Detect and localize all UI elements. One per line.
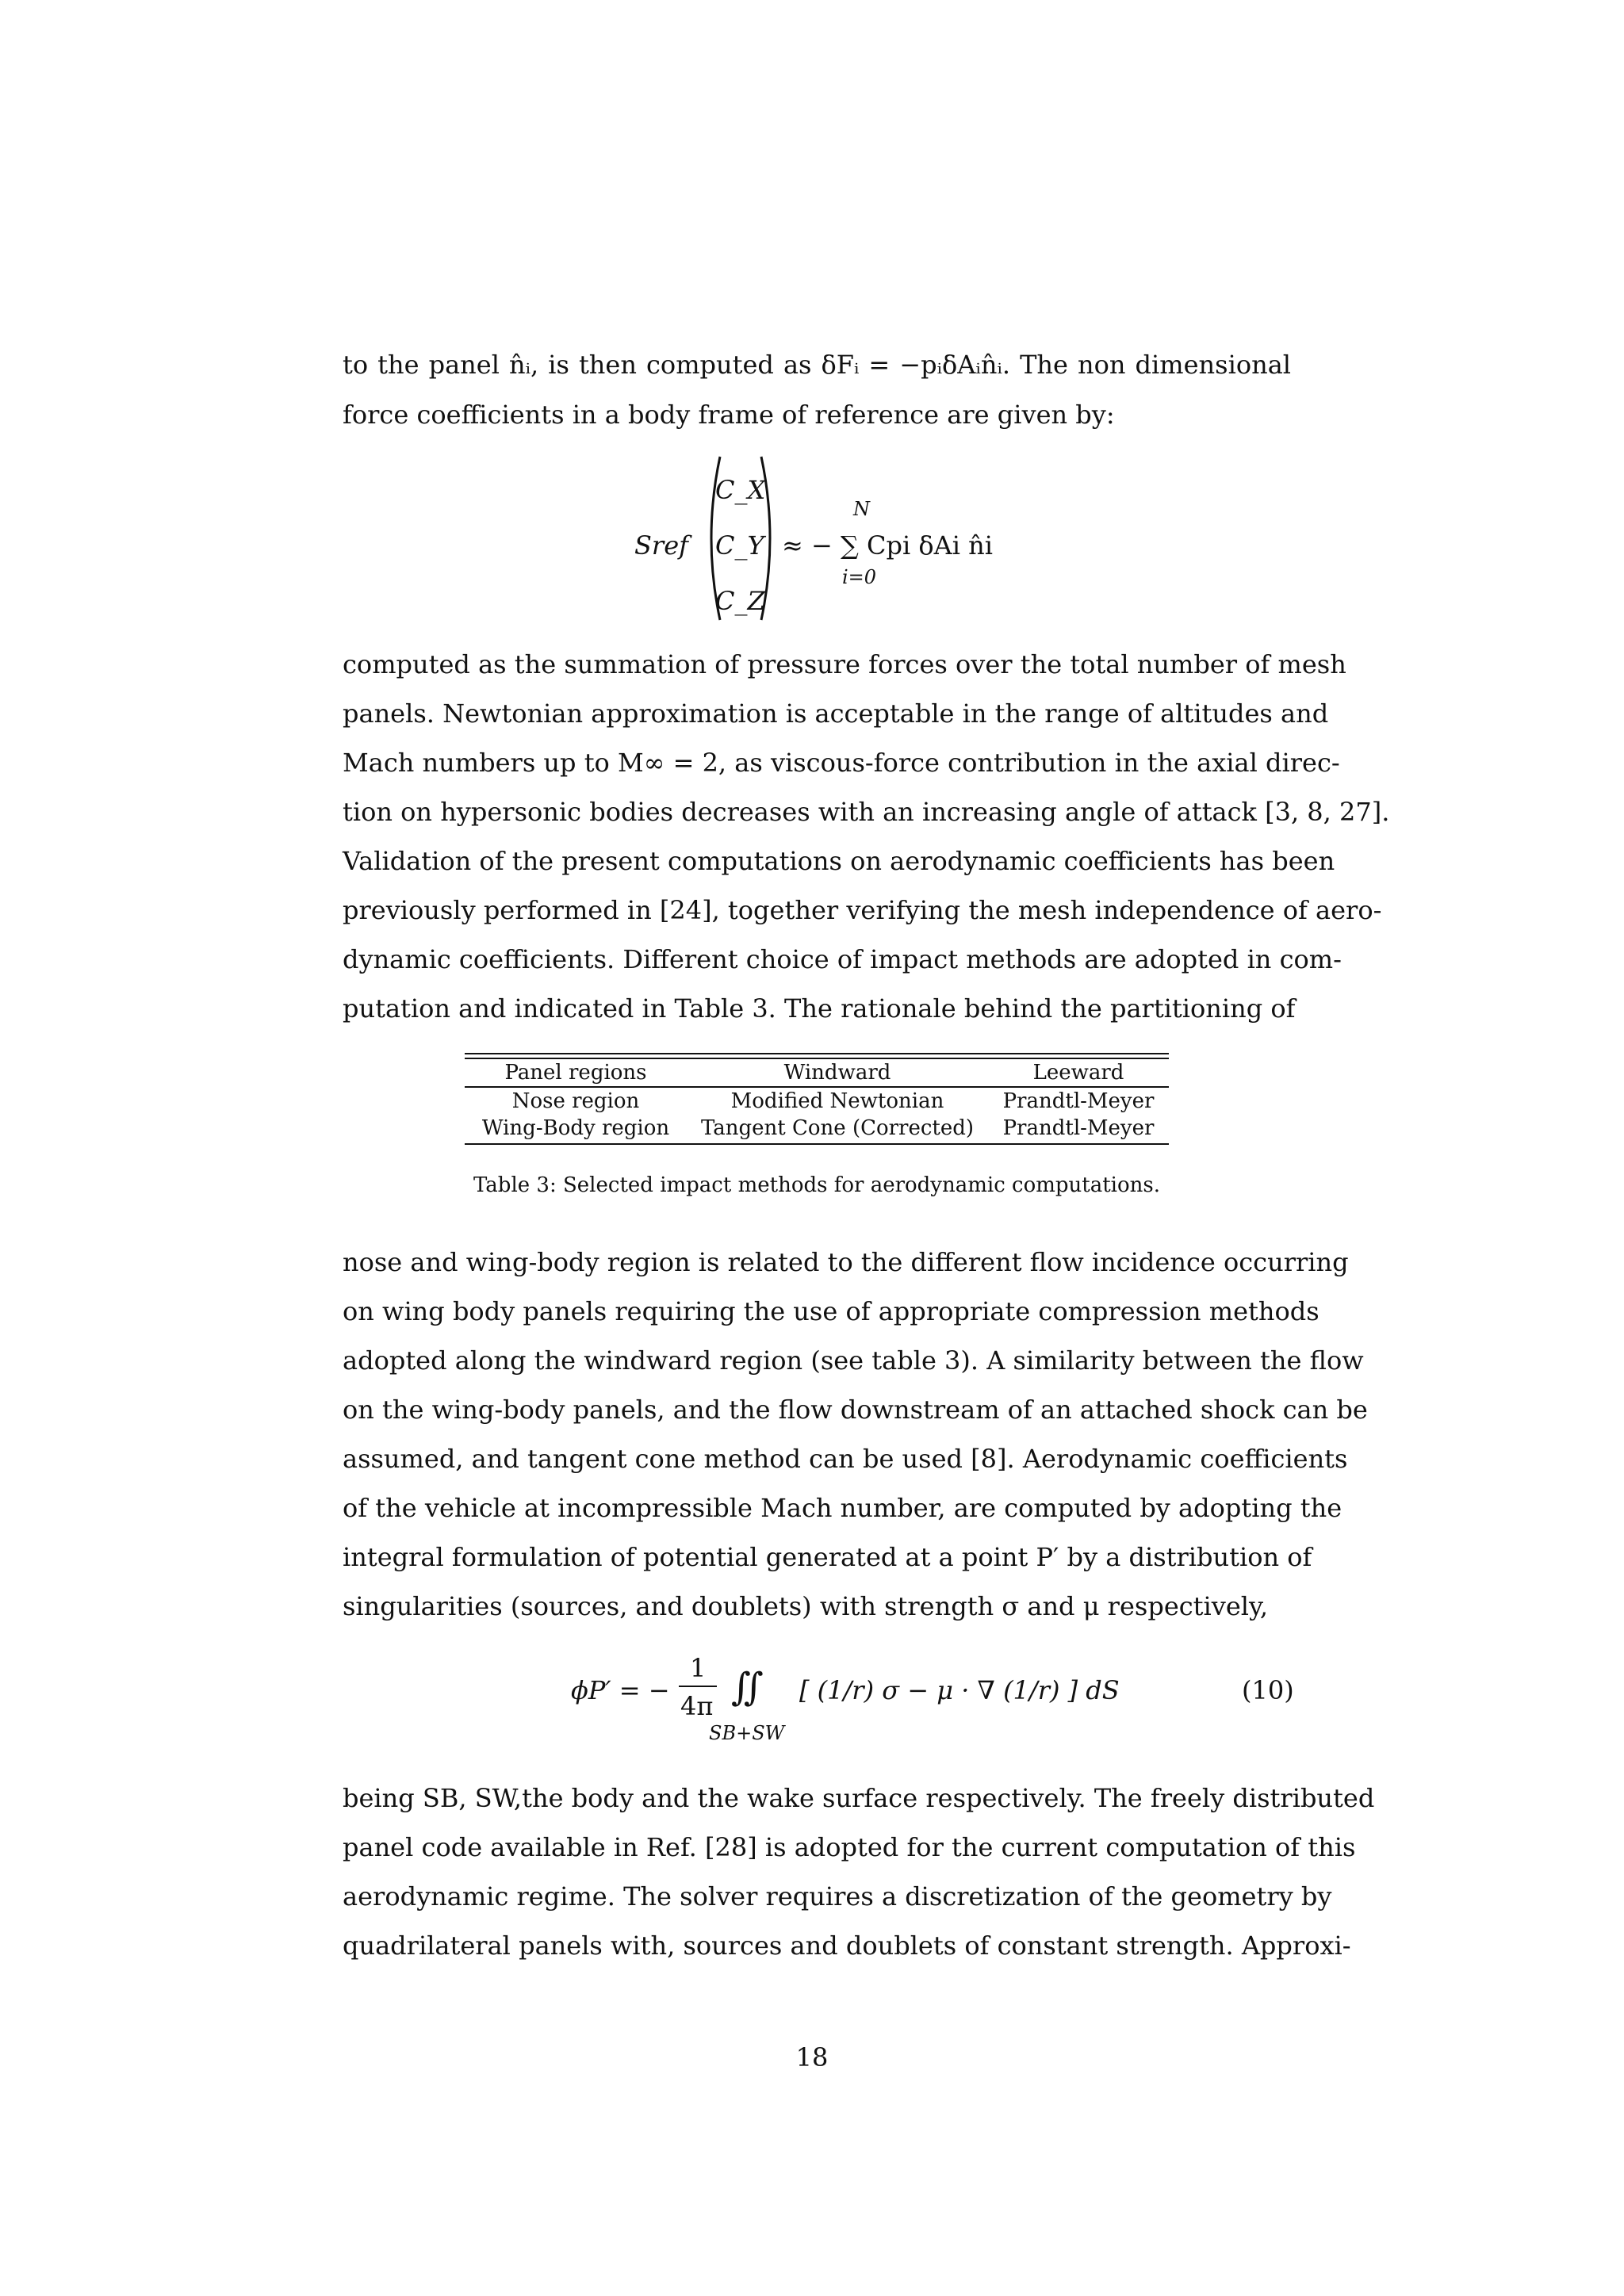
paragraph-line: computed as the summation of pressure forces over the total number of mesh: [343, 649, 1346, 679]
eq10-frac-num: 1: [690, 1653, 707, 1683]
paragraph-line: of the vehicle at incompressible Mach number, are computed by adopting the: [343, 1493, 1342, 1523]
eq1-vector-cy: C_Y: [715, 530, 764, 561]
paragraph-line: on the wing-body panels, and the flow downstream of an attached shock can be: [343, 1395, 1368, 1425]
paragraph-line: assumed, and tangent cone method can be used [8]. Aerodynamic coefficients: [343, 1444, 1348, 1474]
eq1-sum-upper: N: [853, 498, 870, 520]
paragraph-line: being SB, SW,the body and the wake surface respectively. The freely distributed: [343, 1783, 1375, 1813]
table-cell: Prandtl-Meyer: [1002, 1116, 1155, 1140]
paragraph-line: putation and indicated in Table 3. The rationale behind the partitioning of: [343, 993, 1296, 1024]
eq1-vector-cx: C_X: [715, 475, 766, 505]
table-header-cell: Panel regions: [504, 1061, 647, 1085]
eq10-integral-sub: SB+SW: [709, 1722, 785, 1744]
paragraph-line: previously performed in [24], together verifying the mesh independence of aero-: [343, 895, 1382, 925]
table-cell: Nose region: [511, 1089, 640, 1113]
eq1-sum-lower: i=0: [842, 566, 877, 588]
paragraph-line: dynamic coefficients. Different choice of impact methods are adopted in com-: [343, 944, 1342, 974]
eq10-frac-den: 4π: [680, 1691, 714, 1721]
eq1-lhs: Sref: [634, 530, 688, 561]
paragraph-line: singularities (sources, and doublets) with strength σ and μ respectively,: [343, 1591, 1269, 1621]
paragraph-line: nose and wing-body region is related to the different flow incidence occurring: [343, 1247, 1349, 1277]
table-cell: Wing-Body region: [481, 1116, 670, 1140]
table-cell: Modified Newtonian: [730, 1089, 944, 1113]
paragraph-line: aerodynamic regime. The solver requires a discretization of the geometry by: [343, 1881, 1332, 1911]
eq10-body: [ (1/r) σ − μ · ∇ (1/r) ] dS: [799, 1675, 1120, 1705]
table-cell: Tangent Cone (Corrected): [700, 1116, 975, 1140]
eq10-frac-bar: [679, 1686, 717, 1687]
paragraph-line: tion on hypersonic bodies decreases with an increasing angle of attack [3, 8, 27].: [343, 797, 1390, 827]
table-cell: Prandtl-Meyer: [1002, 1089, 1155, 1113]
eq1-rhs: ≈ − ∑ Cpi δAi n̂i: [782, 530, 993, 561]
table-header-cell: Windward: [783, 1061, 891, 1085]
paragraph-line: panels. Newtonian approximation is acceptable in the range of altitudes and: [343, 698, 1329, 729]
paragraph-line: integral formulation of potential generated at a point P′ by a distribution of: [343, 1542, 1312, 1572]
paragraph-line: force coefficients in a body frame of reference are given by:: [343, 400, 1115, 430]
paragraph-line: on wing body panels requiring the use of appropriate compression methods: [343, 1296, 1320, 1326]
paragraph-line: Mach numbers up to M∞ = 2, as viscous-force contribution in the axial direc-: [343, 748, 1340, 778]
paragraph-line: to the panel n̂ᵢ, is then computed as δFᵢ = −pᵢδAᵢn̂ᵢ. The non dimensional: [343, 350, 1291, 380]
eq10-lhs: ϕP′ = −: [571, 1675, 670, 1705]
page-number: 18: [795, 2042, 829, 2072]
table-caption: Table 3: Selected impact methods for aerodynamic computations.: [473, 1173, 1161, 1197]
table-header-cell: Leeward: [1032, 1061, 1124, 1085]
paragraph-line: Validation of the present computations on aerodynamic coefficients has been: [343, 846, 1335, 876]
paragraph-line: adopted along the windward region (see table 3). A similarity between the flow: [343, 1345, 1364, 1376]
eq10-integral: ∬: [731, 1665, 764, 1709]
paragraph-line: quadrilateral panels with, sources and doublets of constant strength. Approxi-: [343, 1931, 1351, 1961]
eq10-number: (10): [1242, 1675, 1294, 1705]
eq1-vector-cz: C_Z: [715, 586, 765, 616]
paragraph-line: panel code available in Ref. [28] is adopted for the current computation of this: [343, 1832, 1356, 1862]
